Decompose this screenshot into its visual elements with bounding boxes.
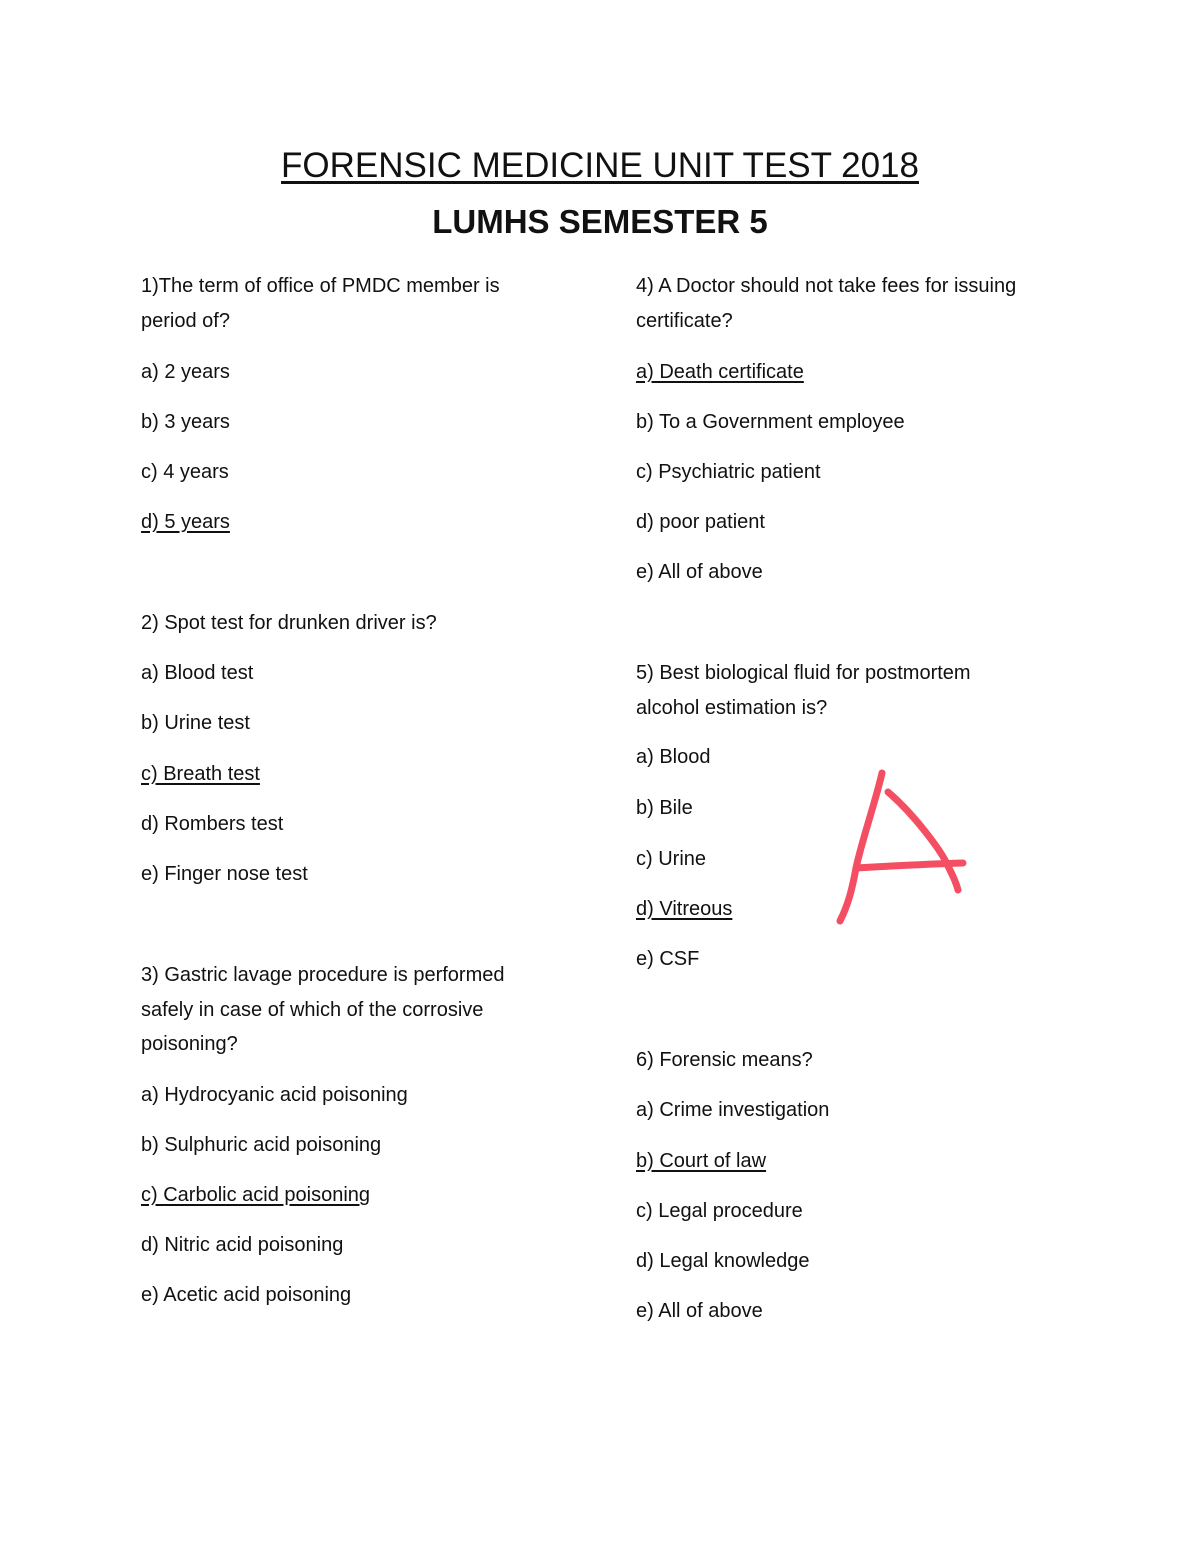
question-1-text: 1)The term of office of PMDC member is [141, 275, 500, 297]
option: a) Blood [636, 746, 711, 768]
option: c) Urine [636, 848, 707, 870]
option-correct: b) Court of law [636, 1150, 767, 1172]
option: a) 2 years [141, 361, 230, 383]
option-correct: d) Vitreous [636, 898, 733, 920]
option: e) Acetic acid poisoning [141, 1284, 352, 1306]
option: b) Bile [636, 797, 693, 819]
option: b) To a Government employee [636, 411, 905, 433]
option: b) 3 years [141, 411, 230, 433]
option: a) Hydrocyanic acid poisoning [141, 1084, 408, 1106]
option: c) 4 years [141, 461, 229, 483]
page-title: FORENSIC MEDICINE UNIT TEST 2018 [281, 146, 919, 185]
option: b) Sulphuric acid poisoning [141, 1134, 382, 1156]
option: d) poor patient [636, 511, 765, 533]
option-correct: c) Carbolic acid poisoning [141, 1184, 371, 1206]
option-correct: c) Breath test [141, 763, 260, 785]
option: c) Psychiatric patient [636, 461, 821, 483]
question-5-text: 5) Best biological fluid for postmortem [636, 662, 971, 684]
option: d) Nitric acid poisoning [141, 1234, 344, 1256]
question-3-text: safely in case of which of the corrosive [141, 999, 484, 1021]
question-3-text: poisoning? [141, 1033, 238, 1055]
option: d) Rombers test [141, 813, 284, 835]
question-4-text: certificate? [636, 310, 733, 332]
option: e) CSF [636, 948, 700, 970]
page-subtitle: LUMHS SEMESTER 5 [432, 203, 768, 240]
option-correct: d) 5 years [141, 511, 230, 533]
grade-stroke [888, 792, 958, 890]
question-1-text: period of? [141, 310, 230, 332]
option: a) Crime investigation [636, 1099, 830, 1121]
option: d) Legal knowledge [636, 1250, 810, 1272]
question-6-text: 6) Forensic means? [636, 1049, 813, 1071]
question-3-text: 3) Gastric lavage procedure is performed [141, 964, 505, 986]
option: e) All of above [636, 1300, 763, 1322]
question-2-text: 2) Spot test for drunken driver is? [141, 612, 437, 634]
option: e) Finger nose test [141, 863, 308, 885]
question-4-text: 4) A Doctor should not take fees for issuing [636, 275, 1017, 297]
option-correct: a) Death certificate [636, 361, 804, 383]
grade-stroke [840, 773, 882, 921]
option: e) All of above [636, 561, 763, 583]
option: b) Urine test [141, 712, 250, 734]
option: a) Blood test [141, 662, 254, 684]
question-5-text: alcohol estimation is? [636, 697, 828, 719]
option: c) Legal procedure [636, 1200, 803, 1222]
